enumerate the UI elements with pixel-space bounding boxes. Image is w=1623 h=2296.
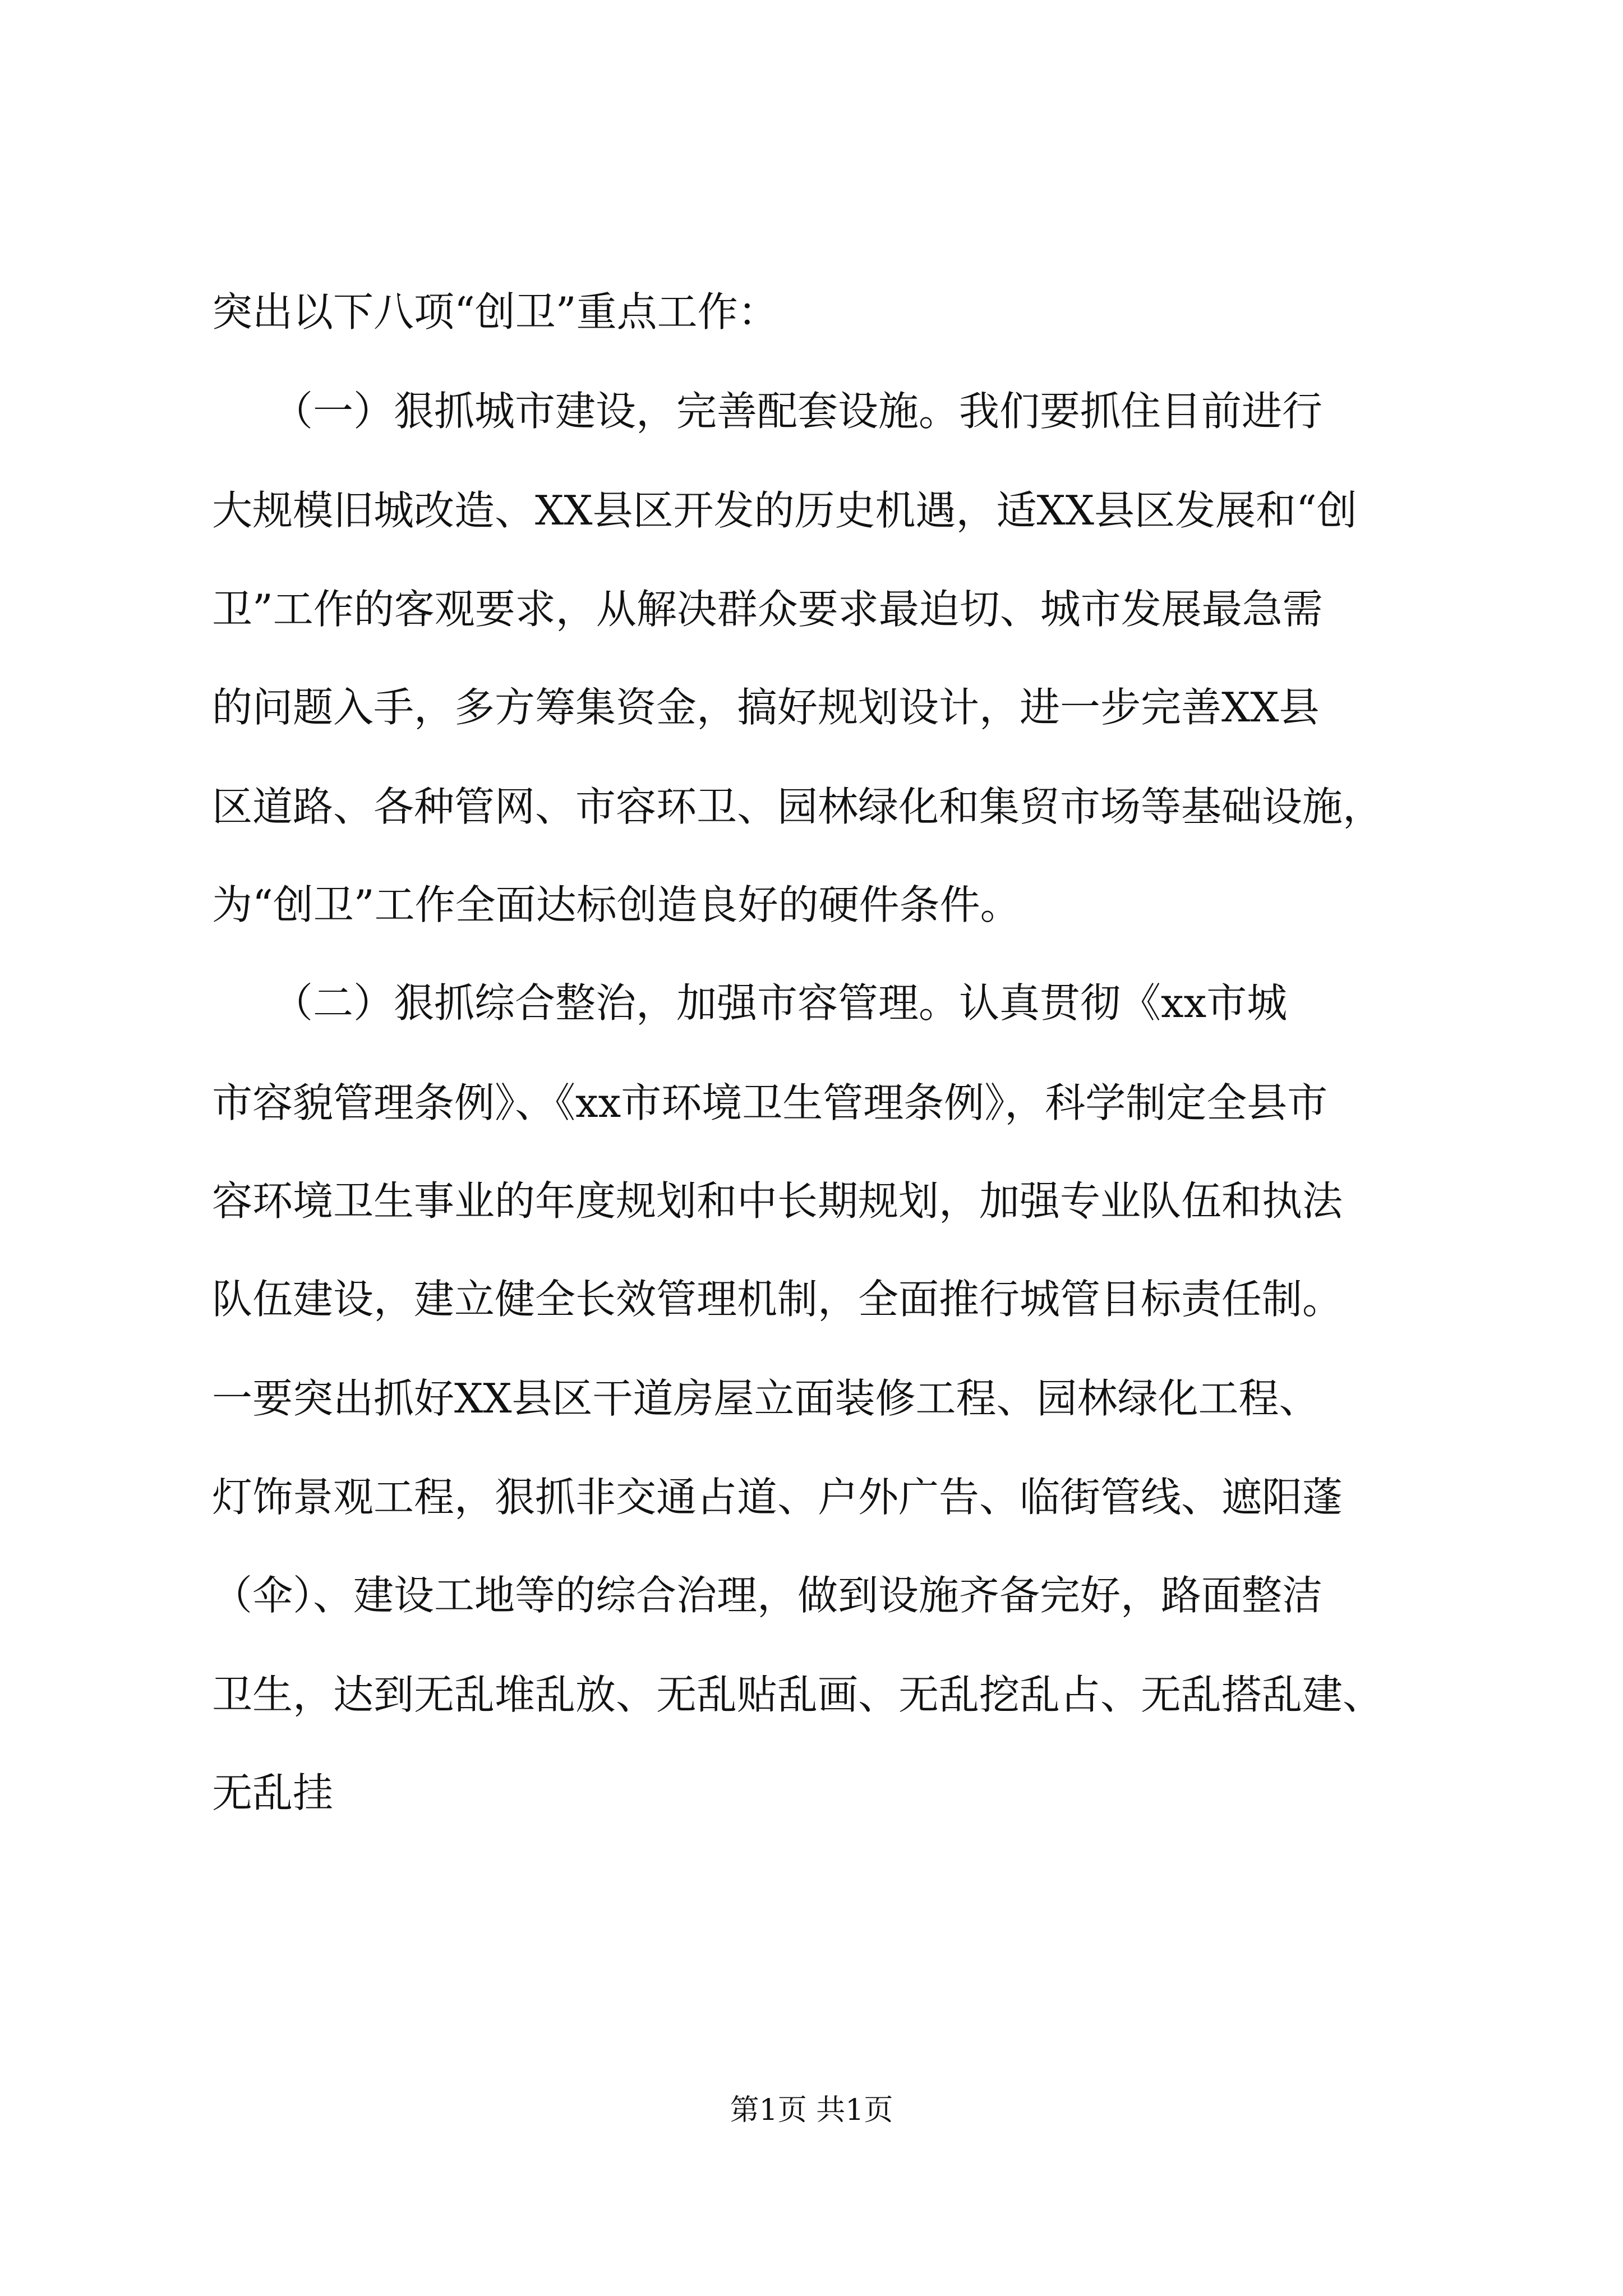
text-line: 为“创卫”工作全面达标创造良好的硬件条件。 bbox=[212, 881, 1021, 928]
text-line: 的问题入手，多方筹集资金，搞好规划设计，进一步完善XX县 bbox=[212, 684, 1320, 731]
text-line: 容环境卫生事业的年度规划和中长期规划，加强专业队伍和执法 bbox=[212, 1177, 1343, 1225]
text-line: 灯饰景观工程，狠抓非交通占道、户外广告、临街管线、遮阳蓬 bbox=[212, 1474, 1343, 1521]
text-line: 大规模旧城改造、XX县区开发的历史机遇，适XX县区发展和“创 bbox=[212, 487, 1357, 534]
text-line: 无乱挂 bbox=[212, 1769, 334, 1816]
text-line: 一要突出抓好XX县区干道房屋立面装修工程、园林绿化工程、 bbox=[212, 1375, 1320, 1422]
text-line: 市容貌管理条例》、《xx市环境卫生管理条例》，科学制定全县市 bbox=[212, 1079, 1328, 1126]
text-line: 卫”工作的客观要求，从解决群众要求最迫切、城市发展最急需 bbox=[212, 586, 1323, 633]
page-footer: 第1页 共1页 bbox=[730, 2093, 893, 2127]
text-line: 突出以下八项“创卫”重点工作： bbox=[212, 288, 778, 335]
text-line: 区道路、各种管网、市容环卫、园林绿化和集贸市场等基础设施， bbox=[212, 783, 1384, 830]
text-line: （二）狠抓综合整治，加强市容管理。认真贯彻《xx市城 bbox=[212, 979, 1288, 1027]
text-line: （一）狠抓城市建设，完善配套设施。我们要抓住目前进行 bbox=[212, 388, 1323, 435]
text-line: （伞）、建设工地等的综合治理，做到设施齐备完好，路面整洁 bbox=[212, 1572, 1323, 1619]
text-line: 队伍建设，建立健全长效管理机制，全面推行城管目标责任制。 bbox=[212, 1276, 1343, 1323]
text-line: 卫生，达到无乱堆乱放、无乱贴乱画、无乱挖乱占、无乱搭乱建、 bbox=[212, 1671, 1384, 1718]
